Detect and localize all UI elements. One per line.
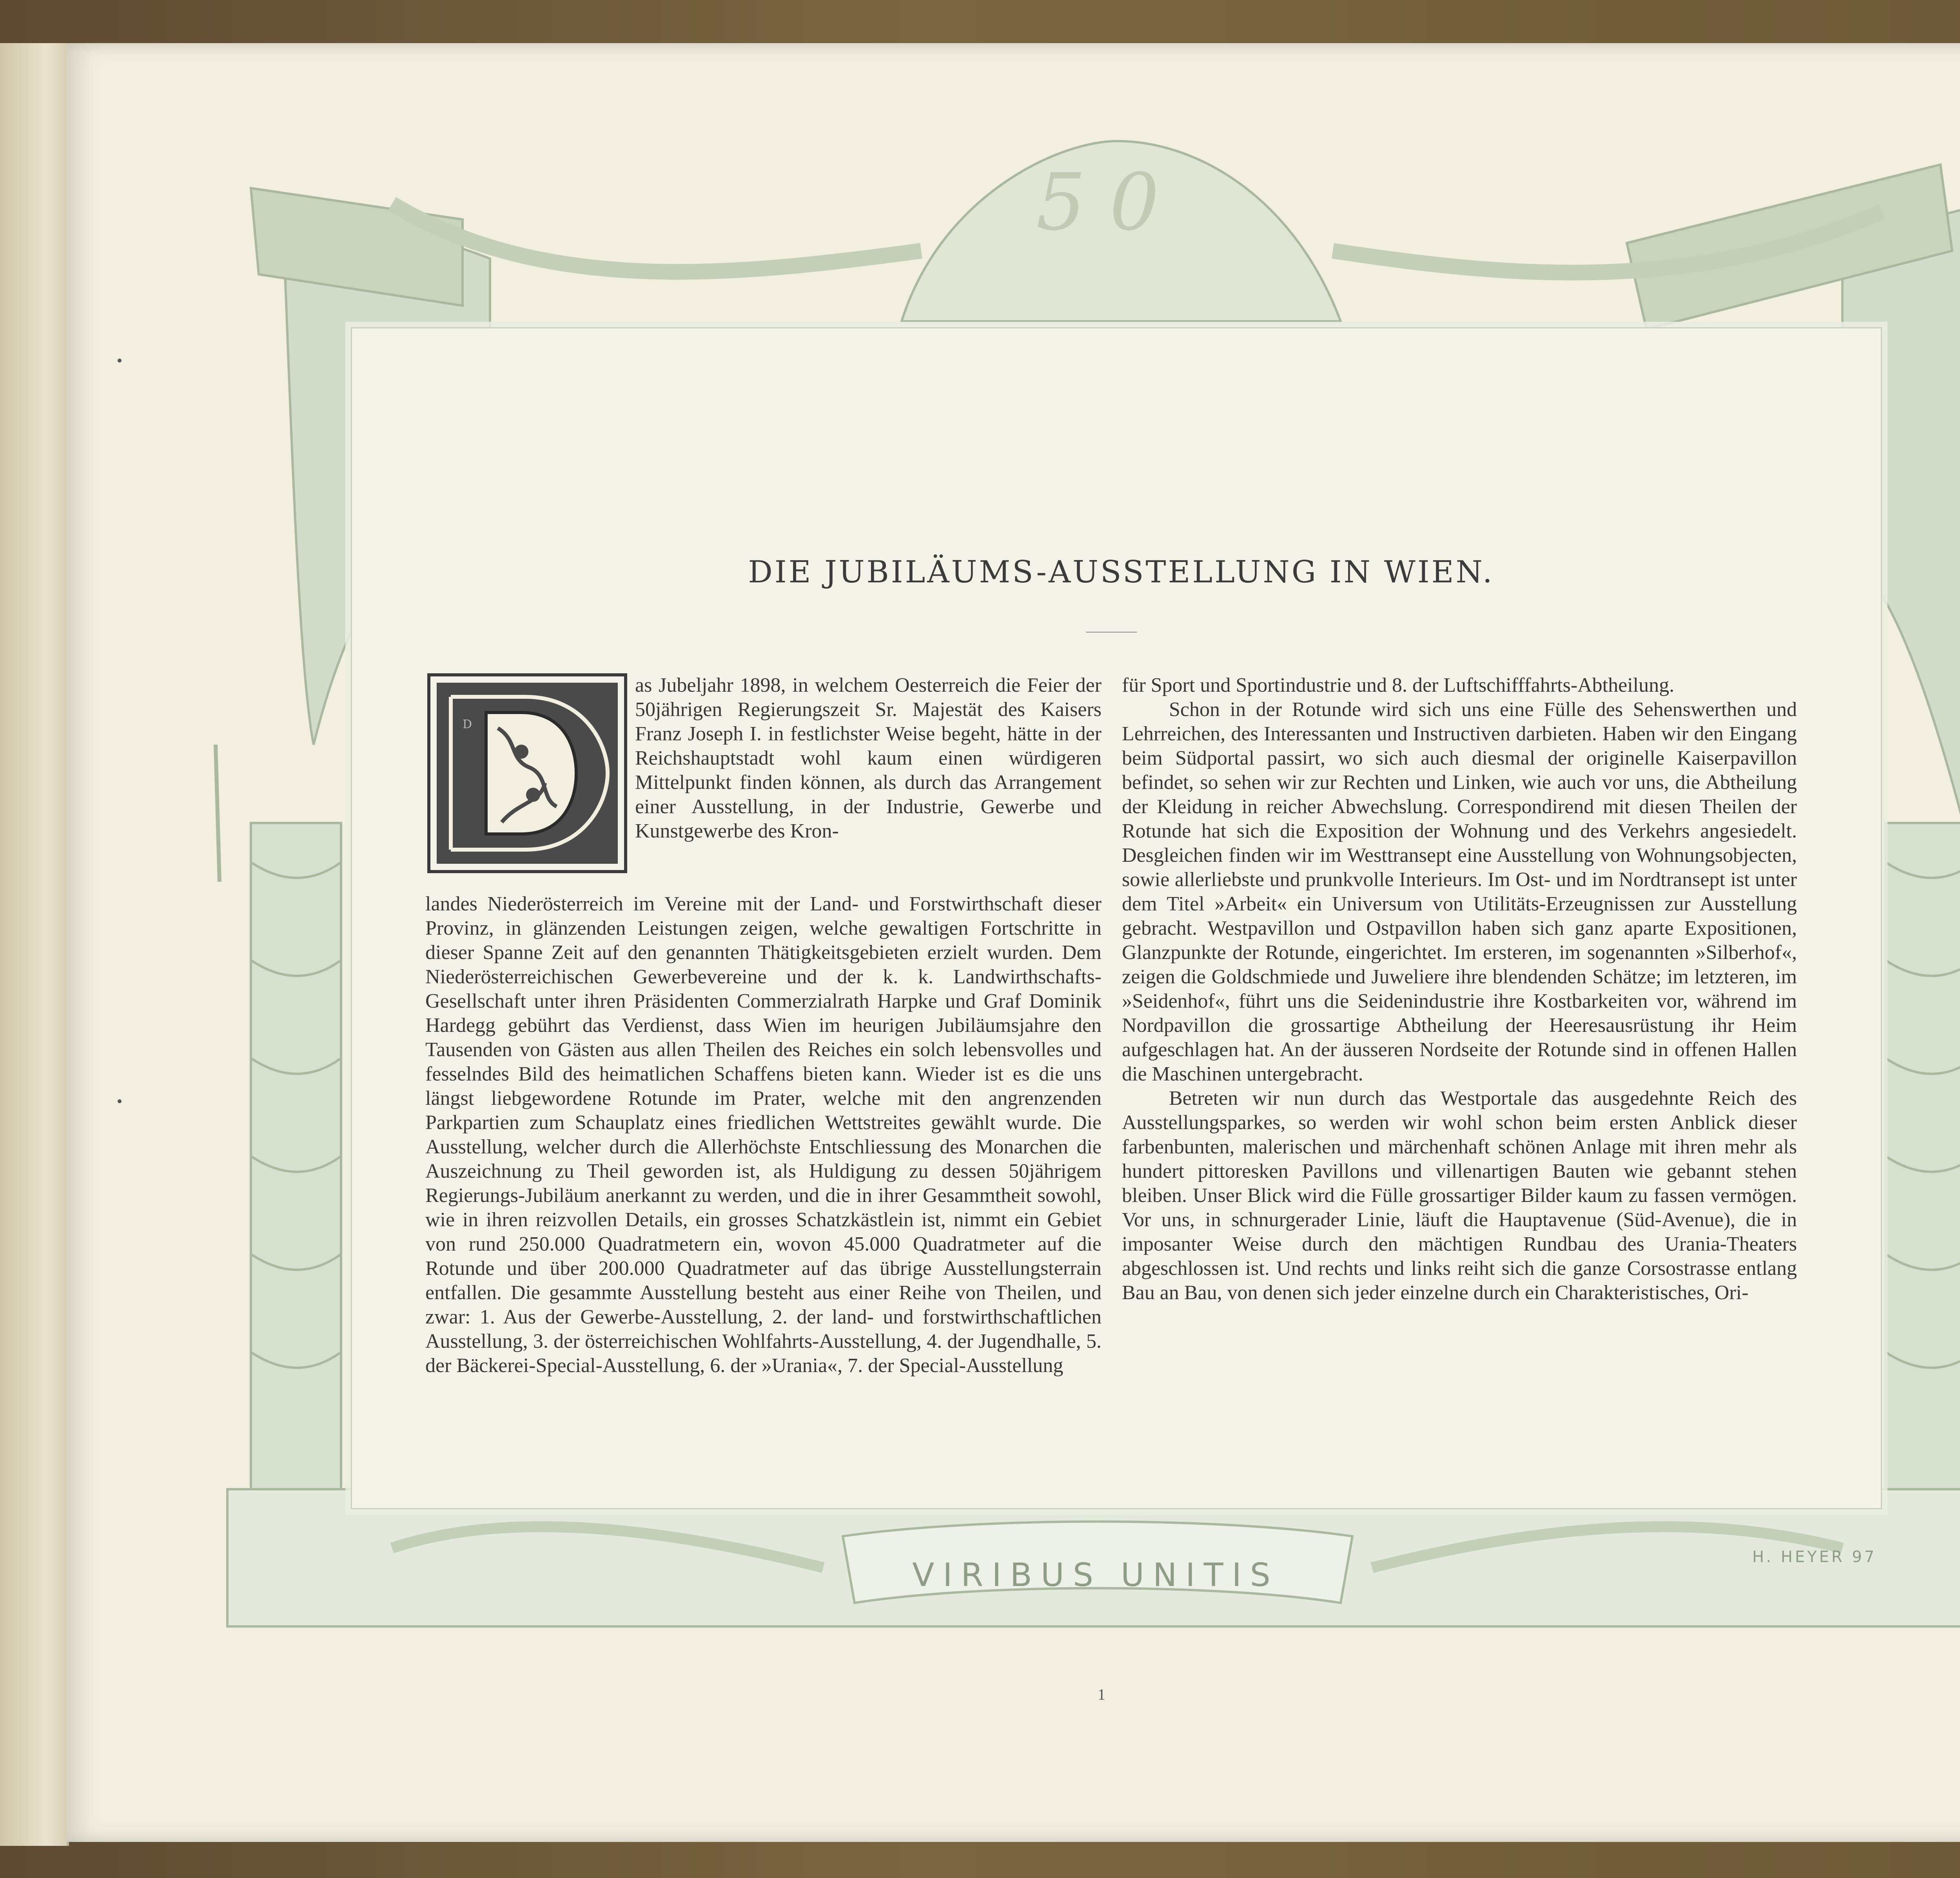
- motto-text: VIRIBUS UNITIS: [912, 1557, 1279, 1594]
- left-column-text: landes Niederösterreich im Vereine mit der Land- und Forstwirthschaft dieser Provinz, in glänzenden Leistungen zeigen, welche gewaltigen Fortschritte in dieser Spanne Zeit auf den genannten Thätigkeitsgebieten erzielt wurden. Dem Niederösterreichischen Gewerbevereine und der k. k. Landwirthschafts-Gesellschaft unter ihren Präsidenten Commerzialrath Harpke und Graf Dominik Hardegg gebührt das Verdienst, dass Wien im heurigen Jubiläumsjahre den Tausenden von Gästen aus allen Theilen des Reiches ein solch lebensvolles und fesselndes Bild des heimatlichen Schaffens bieten kann. Wieder ist es die uns längst liebgewordene Rotunde im Prater, welche mit den angrenzenden Parkpartien zum Schauplatz eines friedlichen Wettstreites gewählt wurde. Die Ausstellung, welcher durch die Allerhöchste Entschliessung des Monarchen die Auszeichnung zu Theil geworden ist, als Huldigung zu dessen 50jährigem Regierungs-Jubiläum anerkannt zu werden, und die in ihrer Gesammtheit sowohl, wie in ihren reizvollen Details, ein grosses Schatzkästlein ist, nimmt ein Gebiet von rund 250.000 Quadratmetern ein, wovon 45.000 Quadratmeter auf die Rotunde und über 200.000 Quadratmeter auf das übrige Ausstellungsterrain entfallen. Die gesammte Ausstellung besteht aus einer Reihe von Theilen, und zwar: 1. Aus der Gewerbe-Ausstellung, 2. der land- und forstwirthschaftlichen Ausstellung, 3. der österreichischen Wohlfahrts-Ausstellung, 4. der Jugendhalle, 5. der Bäckerei-Special-Ausstellung, 6. der »Urania«, 7. der Special-Ausstellung: [425, 893, 1102, 1377]
- left-flag: [251, 188, 463, 306]
- margin-dot: [118, 1099, 122, 1103]
- decorated-initial: [427, 673, 627, 873]
- page-number: 1: [1098, 1686, 1105, 1703]
- right-paragraph-3: Betreten wir nun durch das Westportale das ausgedehnte Reich des Ausstellungsparkes, so werden wir wohl schon beim ersten Anblick dieser farbenbunten, malerischen und märchenhaft schönen Anlage mit ihren mehr als hundert pittoresken Pavillons und villenartigen Bauten wie gebannt stehen bleiben. Unser Blick wird die Fülle grossartiger Bilder kaum zu fassen vermögen. Vor uns, in schnurgerader Linie, läuft die Hauptavenue (Süd-Avenue), die in imposanter Weise durch den mächtigen Rundbau des Urania-Theaters abgeschlossen ist. Und rechts und links reiht sich die ganze Corsostrasse entlang Bau an Bau, von denen sich jeder einzelne durch ein Charakteristisches, Ori-: [1122, 1087, 1797, 1304]
- initial-letter: D: [463, 718, 472, 731]
- artist-signature: H. HEYER 97: [1752, 1548, 1877, 1566]
- right-column-text: [1122, 673, 1797, 1305]
- left-column-intro: as Jubeljahr 1898, in welchem Oesterreich die Feier der 50jährigen Regierungszeit Sr. Majestät des Kaisers Franz Joseph I. in festlichster Weise begeht, hätte in der Reichshauptstadt wohl kaum einen würdigeren Mittelpunkt finden können, als durch das Arrangement einer Ausstellung, in der Industrie, Gewerbe und Kunstgewerbe des Kron-: [635, 674, 1102, 842]
- title-rule: [1086, 632, 1137, 633]
- left-column: [251, 823, 341, 1489]
- right-column: [1886, 823, 1960, 1489]
- margin-dot: [118, 359, 122, 363]
- page-title: DIE JUBILÄUMS-AUSSTELLUNG IN WIEN.: [748, 555, 1494, 590]
- jubilee-number: 50: [1036, 157, 1183, 248]
- right-paragraph-1: für Sport und Sportindustrie und 8. der Luftschifffahrts-Abtheilung.: [1122, 674, 1675, 696]
- right-paragraph-2: Schon in der Rotunde wird sich uns eine Fülle des Sehenswerthen und Lehrreichen, des Interessanten und Instructiven darbieten. Haben wir den Eingang beim Südportal passirt, wo sich auch diesmal der originelle Kaiserpavillon befindet, so sehen wir zur Rechten und Linken, wie auch vor uns, die Abtheilung der Kleidung in reicher Abwechslung. Correspondirend mit diesen Theilen der Rotunde hat sich die Exposition der Wohnung und des Verkehrs angesiedelt. Desgleichen finden wir im Westtransept eine Ausstellung von Wohnungsobjecten, sowie allerliebste und prunkvolle Interieurs. Im Ost- und im Nordtransept ist unter dem Titel »Arbeit« ein Universum von Utilitäts-Erzeugnissen zur Ausstellung gebracht. Westpavillon und Ostpavillon haben sich ganz aparte Expositionen, Glanzpunkte der Rotunde, eingerichtet. Im ersteren, im sogenannten »Silberhof«, zeigen die Goldschmiede und Juweliere ihre blendenden Schätze; im letzteren, im »Seidenhof«, führt uns die Seidenindustrie ihre Kostbarkeiten vor, während im Nordpavillon die grossartige Abtheilung der Heeresausrüstung ihr Heim aufgeschlagen hat. An der äusseren Nordseite der Rotunde sind in offenen Hallen die Maschinen untergebracht.: [1122, 698, 1797, 1085]
